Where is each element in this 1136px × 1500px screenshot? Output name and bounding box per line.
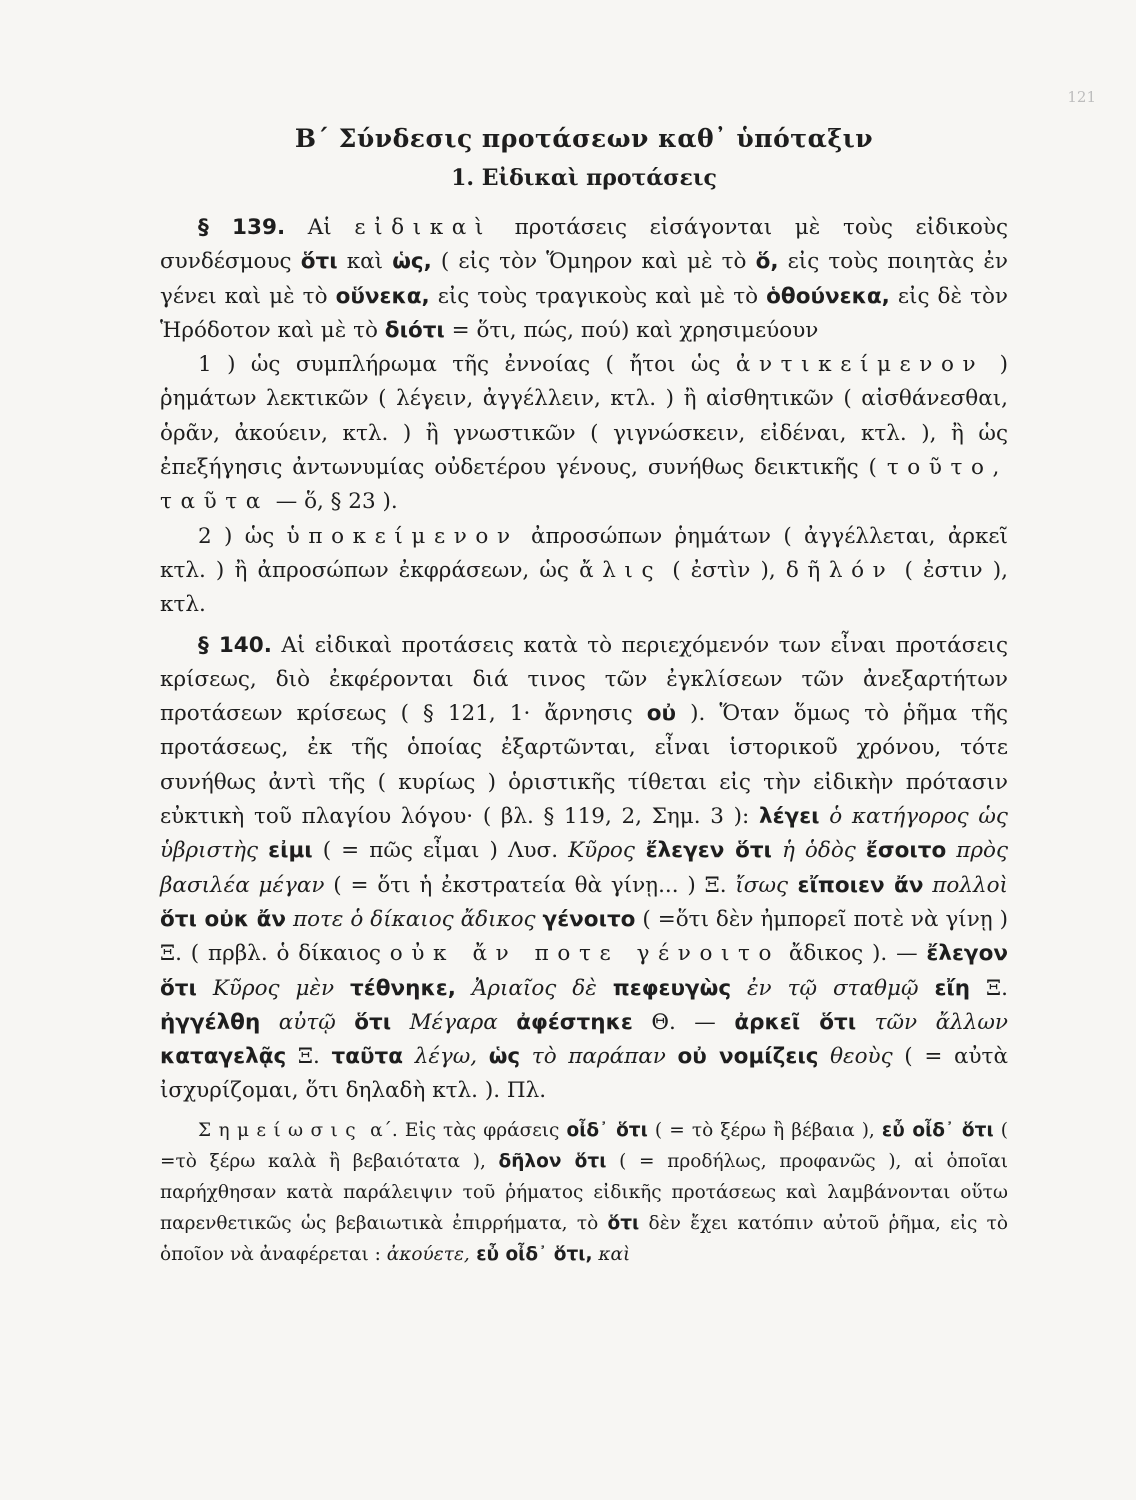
chapter-heading: Β΄ Σύνδεσις προτάσεων καθ᾽ ὑπόταξιν bbox=[294, 124, 874, 153]
note-section bbox=[160, 1115, 1008, 1270]
document-page bbox=[160, 112, 1008, 1270]
paragraph-140: § 140. Αἱ εἰδικαὶ προτάσεις κατὰ τὸ περιεχόμενόν των εἶναι προτάσεις κρίσεως, διὸ ἐκφέρονται διά τινος τῶν ἐγκλίσεων τῶν ἀνεξαρτήτων προτάσεων κρίσεως ( § 121, 1· ἄρνησις οὐ ). Ὅταν ὅμως τὸ ῥῆμα τῆς προτάσεως, ἐκ τῆς ὁποίας ἐξαρτῶνται, εἶναι ἱστορικοῦ χρόνου, τότε συνήθως ἀντὶ τῆς ( κυρίως ) ὁριστικῆς τίθεται εἰς τὴν εἰδικὴν πρότασιν εὐκτικὴ τοῦ πλαγίου λόγου· ( βλ. § 119, 2, Σημ. 3 ): λέγει ὁ κατήγορος ὡς ὑβριστὴς εἰμι ( = πῶς εἶμαι ) Λυσ. Κῦρος ἔλεγεν ὅτι ἡ ὁδὸς ἔσοιτο πρὸς βασιλέα μέγαν ( = ὅτι ἡ ἐκστρατεία θὰ γίνῃ... ) Ξ. ἴσως εἴποιεν ἄν πολλοὶ ὅτι οὐκ ἄν ποτε ὁ δίκαιος ἄδικος γένοιτο ( =ὅτι δὲν ἠμπορεῖ ποτὲ νὰ γίνῃ ) Ξ. ( πρβλ. ὁ δίκαιος οὐκ ἄν ποτε γένοιτο ἄδικος ). — ἔλεγον ὅτι Κῦρος μὲν τέθνηκε, Ἀριαῖος δὲ πεφευγὼς ἐν τῷ σταθμῷ εἴη Ξ. ἠγγέλθη αὐτῷ ὅτι Μέγαρα ἀφέστηκε Θ. — ἀρκεῖ ὅτι τῶν ἄλλων καταγελᾷς Ξ. ταῦτα λέγω, ὡς τὸ παράπαν οὐ νομίζεις θεοὺς ( = αὐτὰ ἰσχυρίζομαι, ὅτι δηλαδὴ κτλ. ). Πλ. bbox=[160, 632, 1009, 1104]
paragraph-139: § 139. Αἱ εἰδικαὶ προτάσεις εἰσάγονται μὲ τοὺς εἰδικοὺς συνδέσμους ὅτι καὶ ὡς, ( εἰς τὸν Ὅμηρον καὶ μὲ τὸ ὅ, εἰς τοὺς ποιητὰς ἐν γένει καὶ μὲ τὸ οὕνεκα, εἰς τοὺς τραγικοὺς καὶ μὲ τὸ ὁθούνεκα, εἰς δὲ τὸν Ἡρόδοτον καὶ μὲ τὸ διότι = ὅτι, πώς, πού) καὶ χρησιμεύουν bbox=[160, 215, 1008, 343]
section-number: § 139. bbox=[198, 215, 286, 240]
paragraph-item-1: 1 ) ὡς συμπλήρωμα τῆς ἐννοίας ( ἤτοι ὡς ἀντικείμενον ) ῥημάτων λεκτικῶν ( λέγειν, ἀγγέλλειν, κτλ. ) ἢ αἰσθητικῶν ( αἰσθάνεσθαι, ὁρᾶν, ἀκούειν, κτλ. ) ἢ γνωστικῶν ( γιγνώσκειν, εἰδέναι, κτλ. ), ἢ ὡς ἐπεξήγησις ἀντωνυμίας οὐδετέρου γένους, συνήθως δεικτικῆς ( τοῦτο, ταῦτα — ὅ, § 23 ). bbox=[160, 352, 1008, 515]
note-alpha: Σημείωσις α΄. Εἰς τὰς φράσεις οἶδ᾽ ὅτι ( = τὸ ξέρω ἢ βέβαια ), εὖ οἶδ᾽ ὅτι ( =τὸ ξέρω καλὰ ἢ βεβαιότατα ), δῆλον ὅτι ( = προδήλως, προφανῶς ), αἱ ὁποῖαι παρήχθησαν κατὰ παράλειψιν τοῦ ῥήματος εἰδικῆς προτάσεως καὶ λαμβάνονται οὕτω παρενθετικῶς ὡς βεβαιωτικὰ ἐπιρρήματα, τὸ ὅτι δὲν ἔχει κατόπιν αὐτοῦ ῥῆμα, εἰς τὸ ὁποῖον νὰ ἀναφέρεται : ἀκούετε, εὖ οἶδ᾽ ὅτι, καὶ bbox=[160, 1119, 1009, 1265]
paragraph-item-2: 2 ) ὡς ὑποκείμενον ἀπροσώπων ῥημάτων ( ἀγγέλλεται, ἀρκεῖ κτλ. ) ἢ ἀπροσώπων ἐκφράσεων, ὡς ἄλις ( ἐστὶν ), δῆλόν ( ἐστιν ), κτλ. bbox=[160, 523, 1008, 618]
page-number: 121 bbox=[1067, 88, 1096, 106]
section-heading: 1. Εἰδικαὶ προτάσεις bbox=[451, 165, 717, 191]
section-number: § 140. bbox=[198, 632, 272, 658]
